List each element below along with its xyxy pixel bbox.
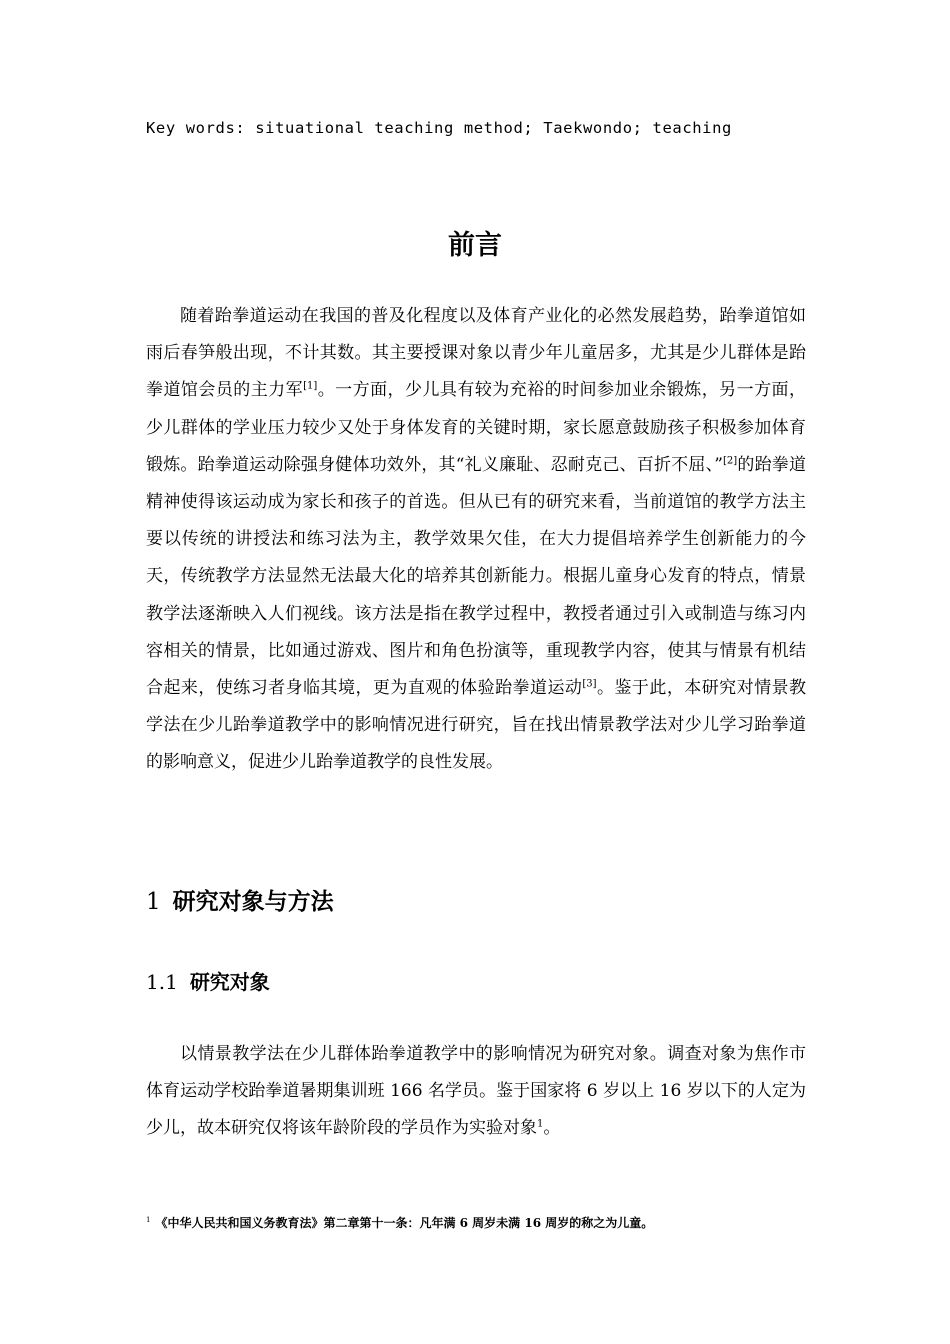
research-subject-paragraph [146, 1036, 806, 1148]
citation-1[interactable]: [1] [303, 380, 318, 392]
citation-3[interactable]: [3] [582, 678, 597, 690]
section-1-1-number: 1.1 [146, 970, 178, 994]
section-1-heading [146, 884, 334, 920]
research-subject-text: 以情景教学法在少儿群体跆拳道教学中的影响情况为研究对象。调查对象为焦作市体育运动学校跆拳道暑期集训班 166 名学员。鉴于国家将 6 岁以上 16 岁以下的人定为少儿，故本研究仅将该年龄阶段的学员作为实验对象 [146, 1044, 806, 1139]
preface-text-part-a: 随着跆拳道运动在我国的普及化程度以及体育产业化的必然发展趋势，跆拳道馆如雨后春笋般出现，不计其数。其主要授课对象以青少年儿童居多，尤其是少儿群体是跆拳道馆会员的主力军 [146, 306, 806, 401]
citation-2[interactable]: [2] [722, 455, 738, 467]
footnote-marker[interactable]: 1 [537, 1118, 544, 1130]
preface-title: 前言 [448, 230, 502, 261]
section-1-title: 研究对象与方法 [172, 888, 334, 915]
preface-text-part-b: 。一方面，少儿具有较为充裕的时间参加业余锻炼，另一方面，少儿群体的学业压力较少又处于身体发育的关键时期，家长愿意鼓励孩子积极参加体育锻炼。跆拳道运动除强身健体功效外，其“礼义廉耻、忍耐克己、百折不屈、” [146, 380, 806, 475]
preface-text-part-d: 。鉴于此，本研究对情景教学法在少儿跆拳道教学中的影响情况进行研究，旨在找出情景教学法对少儿学习跆拳道的影响意义，促进少儿跆拳道教学的良性发展。 [146, 678, 807, 773]
section-1-number: 1 [146, 889, 161, 915]
section-1-1-heading [146, 965, 270, 999]
footnote-number: 1 [146, 1216, 151, 1224]
footnote [146, 1210, 653, 1233]
footnote-text: 《中华人民共和国义务教育法》第二章第十一条：凡年满 6 周岁未满 16 周岁的称之为儿童。 [155, 1216, 654, 1230]
research-subject-text-end: 。 [543, 1118, 561, 1139]
english-keywords: Key words: situational teaching method; Taekwondo; teaching [146, 119, 732, 137]
preface-paragraph [146, 298, 806, 782]
preface-text-part-c: 的跆拳道精神使得该运动成为家长和孩子的首选。但从已有的研究来看，当前道馆的教学方法主要以传统的讲授法和练习法为主，教学效果欠佳，在大力提倡培养学生创新能力的今天，传统教学方法显然无法最大化的培养其创新能力。根据儿童身心发育的特点，情景教学法逐渐映入人们视线。该方法是指在教学过程中，教授者通过引入或制造与练习内容相关的情景，比如通过游戏、图片和角色扮演等，重现教学内容，使其与情景有机结合起来，使练习者身临其境，更为直观的体验跆拳道运动 [146, 454, 806, 699]
section-1-1-title: 研究对象 [189, 970, 270, 994]
